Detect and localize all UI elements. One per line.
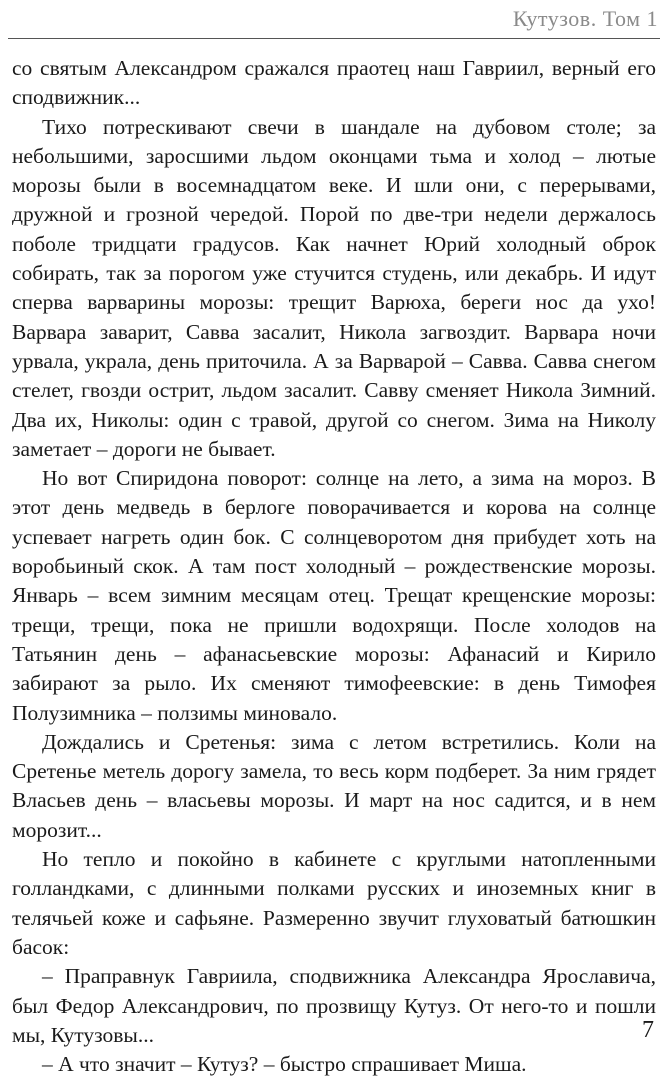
paragraph: Тихо потрескивают свечи в шандале на дубовом столе; за небольшими, заросшими льдом оконцами тьма и холод – лютые морозы были в восемнадцатом веке. И шли они, с перерывами, дружной и грозной чередой. Порой по две-три недели держалось поболе тридцати градусов. Как начнет Юрий холодный оброк собирать, так за порогом уже стучится студень, или декабрь. И идут сперва варварины морозы: трещит Варюха, береги нос да ухо! Варвара заварит, Савва засалит, Никола загвоздит. Варвара ночи урвала, украла, день приточила. А за Варварой – Савва. Савва снегом стелет, гвозди острит, льдом засалит. Савву сменяет Никола Зимний. Два их, Николы: один с травой, другой со снегом. Зима на Николу заметает – дороги не бывает. xyxy=(12,114,656,461)
dialogue-paragraph: – А что значит – Кутуз? – быстро спрашивает Миша. xyxy=(42,1052,527,1077)
running-head-title: Кутузов. Том 1 xyxy=(512,6,658,31)
paragraph: со святым Александром сражался праотец наш Гавриил, верный его сподвижник... xyxy=(12,56,656,110)
paragraph: Но вот Спиридона поворот: солнце на лето, а зима на мороз. В этот день медведь в берлоге поворачивается и корова на солнце успевает нагреть один бок. С солнцеворотом дня прибудет хоть на воробьиный скок. А там пост холодный – рождественские морозы. Январь – всем зимним месяцам отец. Трещат крещенские морозы: трещи, трещи, пока не пришли водохрящи. После холодов на Татьянин день – афанасьевские морозы: Афанасий и Кирило забирают за рыло. Их сменяют тимофеевские: в день Тимофея Полузимника – ползимы миновало. xyxy=(12,466,656,725)
header-divider xyxy=(8,38,660,39)
page-body xyxy=(12,54,656,1079)
dialogue-paragraph: – Праправнук Гавриила, сподвижника Александра Ярославича, был Федор Александрович, по прозвищу Кутуз. От него-то и пошли мы, Кутузовы... xyxy=(12,964,656,1047)
paragraph: Но тепло и покойно в кабинете с круглыми натопленными голландками, с длинными полками русских и иноземных книг в телячьей коже и сафьяне. Размеренно звучит глуховатый батюшкин басок: xyxy=(12,847,656,959)
paragraph: Дождались и Сретенья: зима с летом встретились. Коли на Сретенье метель дорогу замела, то весь корм подберет. За ним грядет Власьев день – власьевы морозы. И март на нос садится, и в нем морозит... xyxy=(12,729,656,842)
page-number: 7 xyxy=(642,1017,654,1043)
